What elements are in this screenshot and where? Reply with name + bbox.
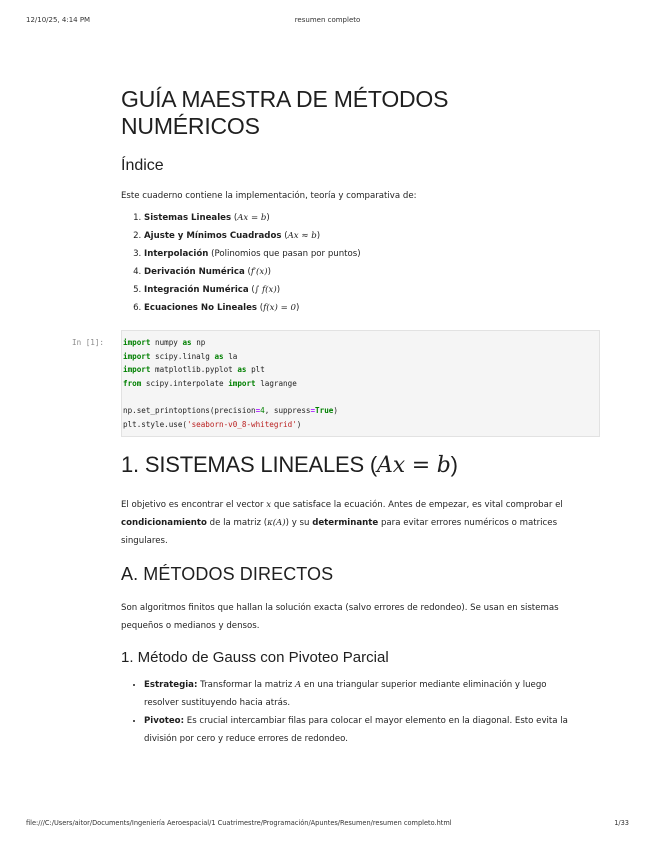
index-heading: Índice: [121, 157, 164, 174]
gauss-bullet-list: [121, 676, 576, 748]
toc-item: 1. Sistemas Lineales (Ax = b): [144, 209, 576, 227]
print-header: [26, 16, 629, 28]
subsection-heading-metodos-directos: A. MÉTODOS DIRECTOS: [121, 564, 334, 585]
list-item: • Estrategia: Transformar la matriz A en una triangular superior mediante eliminación y luego resolver sustituyendo hacia atrás.: [144, 676, 576, 712]
page-number: 1/33: [614, 819, 629, 827]
table-of-contents: [121, 209, 576, 317]
subsubsection-heading-gauss: 1. Método de Gauss con Pivoteo Parcial: [121, 649, 389, 667]
print-date: 12/10/25, 4:14 PM: [26, 16, 91, 24]
section-heading-sistemas-lineales: 1. SISTEMAS LINEALES (Ax = b): [121, 452, 458, 479]
list-item: • Pivoteo: Es crucial intercambiar filas para colocar el mayor elemento en la diagonal. Esto evita la división por cero y reduce errores de redondeo.: [144, 712, 576, 748]
toc-item: 2. Ajuste y Mínimos Cuadrados (Ax ≈ b): [144, 227, 576, 245]
toc-item: 3. Interpolación (Polinomios que pasan por puntos): [144, 245, 576, 263]
section-paragraph: El objetivo es encontrar el vector x que satisface la ecuación. Antes de empezar, es vital comprobar el condicionamiento de la matriz (κ(A)) y su determinante para evitar errores numéricos o matrices singulares.: [121, 500, 563, 547]
cell-prompt: In [1]:: [72, 338, 105, 347]
intro-paragraph: Este cuaderno contiene la implementación, teoría y comparativa de:: [121, 191, 417, 201]
file-path: file:///C:/Users/aitor/Documents/Ingeniería Aeroespacial/1 Cuatrimestre/Programación/Apuntes/Resumen/resumen completo.html: [26, 819, 452, 827]
code-cell[interactable]: [72, 330, 576, 437]
print-document-title: resumen completo: [294, 16, 361, 24]
code-editor[interactable]: [121, 330, 600, 437]
toc-item: 5. Integración Numérica (∫ f(x)): [144, 281, 576, 299]
page-title: GUÍA MAESTRA DE MÉTODOS NUMÉRICOS: [121, 86, 449, 139]
print-footer: [26, 819, 629, 831]
subsection-paragraph: Son algoritmos finitos que hallan la solución exacta (salvo errores de redondeo). Se usan en sistemas pequeños o medianos y densos.: [121, 603, 559, 632]
code-source: import numpy as np import scipy.linalg as la import matplotlib.pyplot as plt from scipy.interpolate import lagrange np.set_printoptions(precision=4, suppress=True) plt.style.use('seaborn-v0_8-whitegrid'): [123, 338, 338, 429]
toc-item: 6. Ecuaciones No Lineales (f(x) = 0): [144, 299, 576, 317]
notebook-content: [72, 86, 576, 748]
toc-item: 4. Derivación Numérica (f′(x)): [144, 263, 576, 281]
